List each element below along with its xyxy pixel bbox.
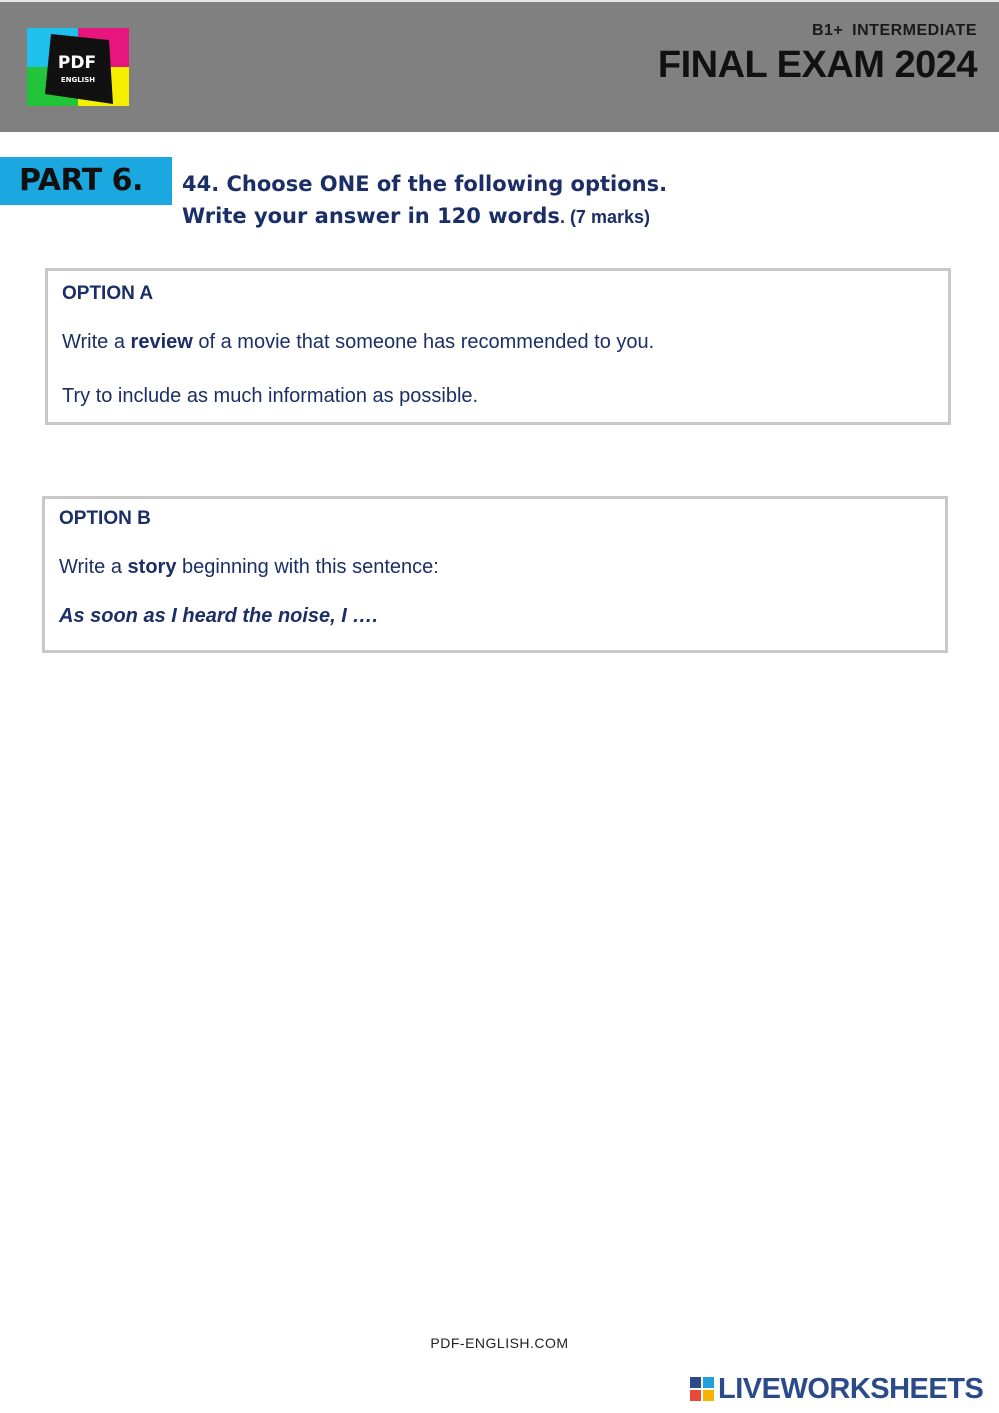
footer-url: PDF-ENGLISH.COM [430, 1335, 569, 1351]
option-b-opening-sentence: As soon as I heard the noise, I …. [59, 605, 378, 627]
liveworksheets-text: LIVEWORKSHEETS [718, 1373, 984, 1405]
option-b-title: OPTION B [59, 508, 151, 529]
instruction-text: Write your answer in 120 words [182, 204, 560, 228]
part-label: PART 6. [19, 163, 143, 198]
option-b-prompt-post: beginning with this sentence: [176, 556, 439, 578]
svg-text:PDF: PDF [57, 53, 97, 73]
option-a-box [45, 268, 951, 425]
instruction-line-2 [182, 200, 667, 233]
instruction-line-1: 44. Choose ONE of the following options. [182, 172, 668, 196]
liveworksheets-icon [690, 1377, 714, 1401]
option-a-prompt-keyword: review [130, 331, 193, 353]
option-a-note: Try to include as much information as possible. [62, 385, 479, 407]
option-b-prompt-keyword: story [127, 556, 177, 578]
marks-label: . (7 marks) [559, 207, 650, 227]
page-header [0, 0, 999, 132]
option-b-prompt-pre: Write a [59, 556, 128, 578]
pdf-english-logo [27, 28, 129, 106]
option-a-title: OPTION A [62, 283, 154, 304]
option-a-prompt-pre: Write a [62, 331, 131, 353]
option-b-box [42, 496, 948, 653]
option-b-prompt [59, 556, 439, 579]
exam-level: B1+ INTERMEDIATE [811, 22, 977, 39]
option-a-prompt [62, 331, 654, 354]
svg-text:ENGLISH: ENGLISH [60, 76, 96, 84]
part-tab [0, 157, 172, 205]
question-instruction [182, 168, 667, 233]
exam-title: FINAL EXAM 2024 [657, 44, 977, 86]
option-a-prompt-post: of a movie that someone has recommended to you. [192, 331, 655, 353]
